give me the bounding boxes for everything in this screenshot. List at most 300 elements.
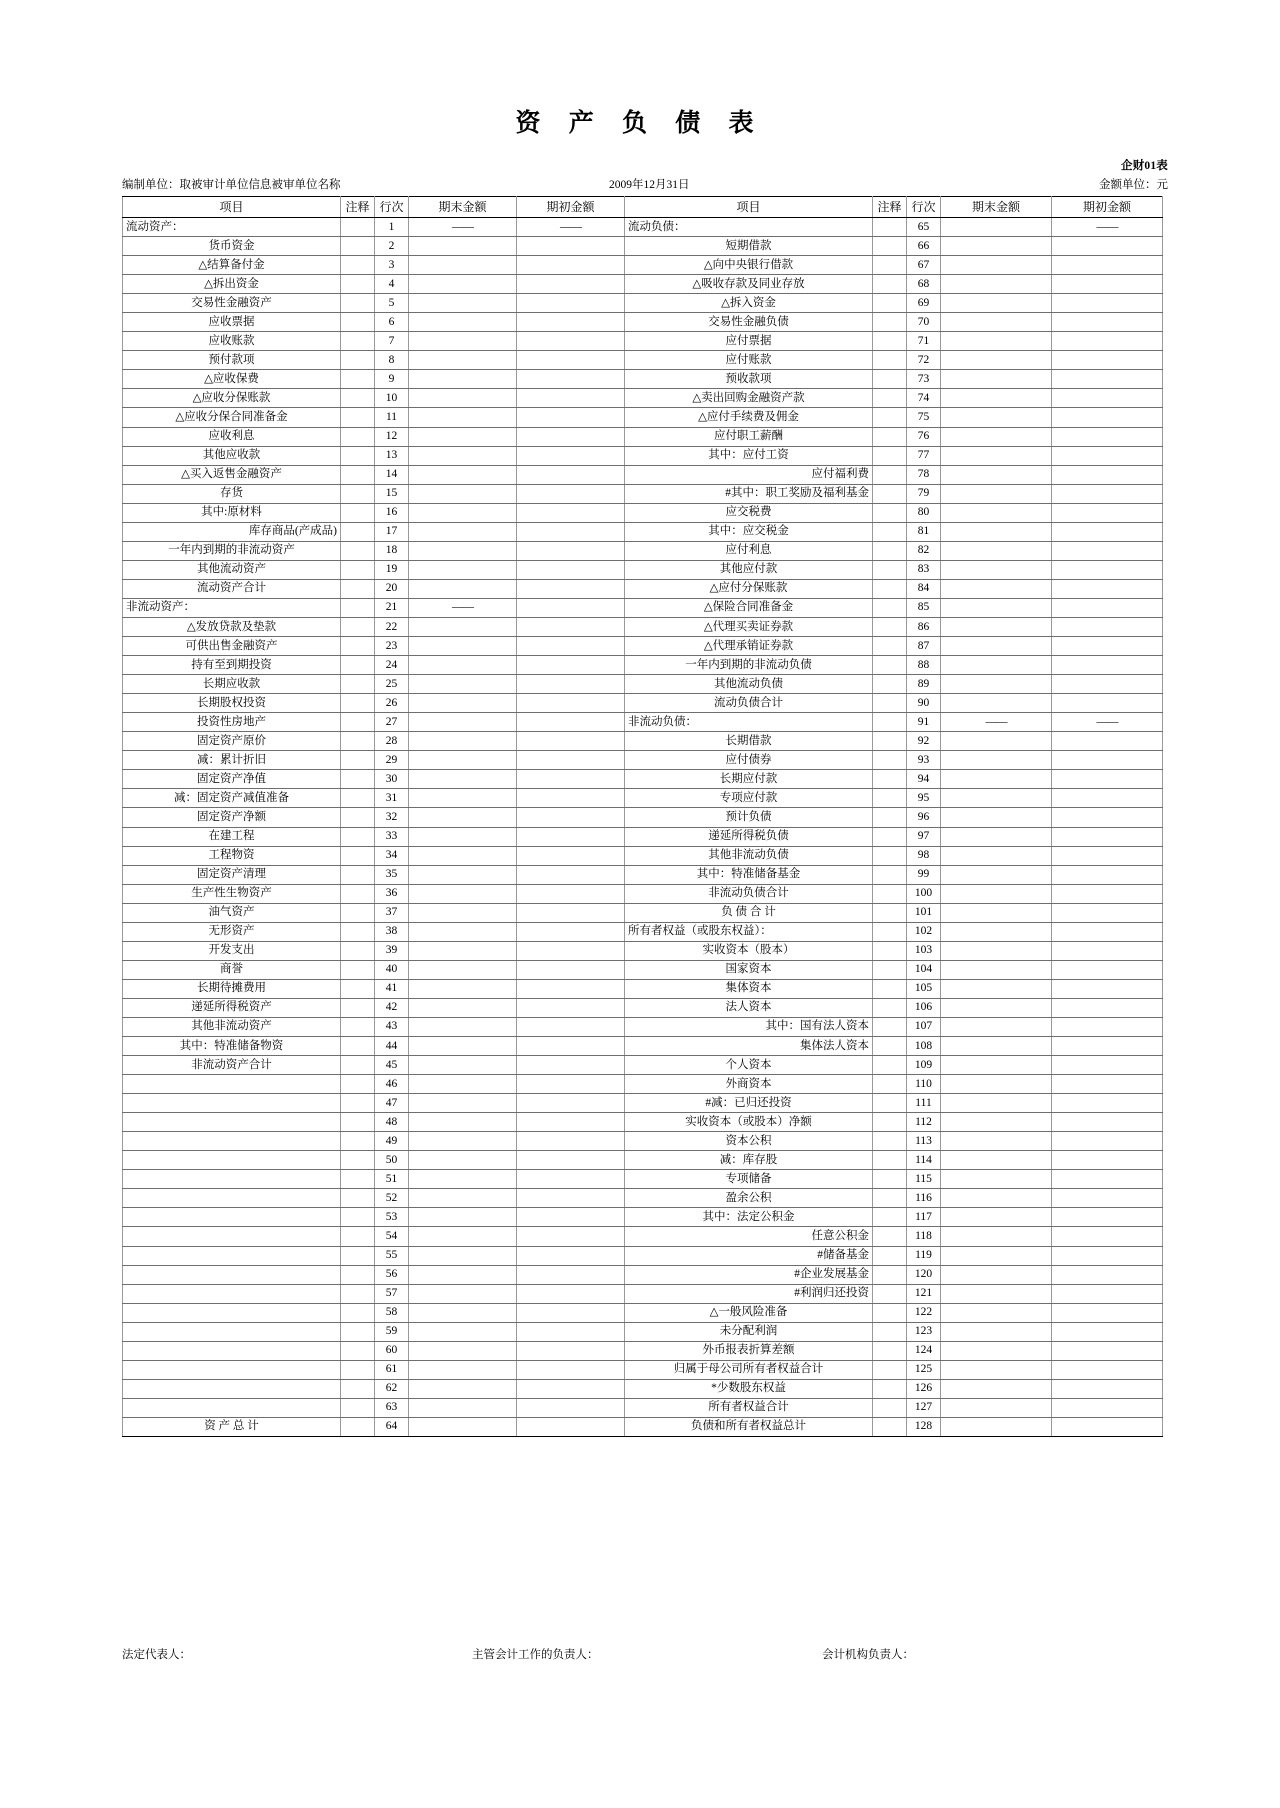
signature-footer bbox=[122, 1646, 1168, 1664]
row-label-asset: 其中:原材料 bbox=[123, 503, 341, 522]
row-ending-liability bbox=[941, 1132, 1052, 1151]
row-beginning-asset bbox=[517, 1075, 625, 1094]
row-lineno-asset: 14 bbox=[375, 465, 409, 484]
row-lineno-asset: 19 bbox=[375, 560, 409, 579]
row-ending-asset bbox=[409, 237, 517, 256]
row-ending-liability bbox=[941, 960, 1052, 979]
row-note-liability bbox=[873, 1037, 907, 1056]
row-beginning-liability bbox=[1052, 617, 1163, 636]
row-beginning-asset bbox=[517, 275, 625, 294]
table-row bbox=[123, 1398, 1163, 1417]
row-ending-asset bbox=[409, 275, 517, 294]
row-ending-asset bbox=[409, 579, 517, 598]
row-lineno-liability: 73 bbox=[907, 370, 941, 389]
row-note-asset bbox=[341, 1379, 375, 1398]
row-note-asset bbox=[341, 1246, 375, 1265]
row-lineno-liability: 65 bbox=[907, 218, 941, 237]
row-beginning-liability bbox=[1052, 789, 1163, 808]
row-lineno-liability: 75 bbox=[907, 408, 941, 427]
row-note-asset bbox=[341, 1075, 375, 1094]
row-label-liability: 应付票据 bbox=[625, 332, 873, 351]
prepared-by-label: 编制单位：取被审计单位信息被审单位名称 bbox=[122, 179, 341, 191]
row-label-liability: 非流动负债合计 bbox=[625, 884, 873, 903]
row-lineno-liability: 81 bbox=[907, 522, 941, 541]
row-beginning-liability bbox=[1052, 1056, 1163, 1075]
form-code: 企财01表 bbox=[1121, 160, 1168, 172]
row-lineno-asset: 2 bbox=[375, 237, 409, 256]
row-label-asset: 长期应收款 bbox=[123, 675, 341, 694]
row-label-liability: 实收资本（股本） bbox=[625, 941, 873, 960]
row-beginning-liability bbox=[1052, 998, 1163, 1017]
row-note-asset bbox=[341, 770, 375, 789]
row-label-liability: 其中：法定公积金 bbox=[625, 1208, 873, 1227]
row-beginning-liability bbox=[1052, 1417, 1163, 1436]
row-label-liability: 其中：特准储备基金 bbox=[625, 865, 873, 884]
table-row bbox=[123, 1227, 1163, 1246]
row-label-asset: 固定资产清理 bbox=[123, 865, 341, 884]
row-lineno-liability: 107 bbox=[907, 1017, 941, 1036]
row-beginning-liability bbox=[1052, 1398, 1163, 1417]
row-label-liability: 任意公积金 bbox=[625, 1227, 873, 1246]
row-ending-liability bbox=[941, 808, 1052, 827]
row-lineno-liability: 124 bbox=[907, 1341, 941, 1360]
row-ending-asset bbox=[409, 865, 517, 884]
row-beginning-liability bbox=[1052, 560, 1163, 579]
table-row bbox=[123, 1189, 1163, 1208]
row-note-asset bbox=[341, 1284, 375, 1303]
row-lineno-liability: 96 bbox=[907, 808, 941, 827]
row-ending-asset bbox=[409, 484, 517, 503]
row-beginning-asset: —— bbox=[517, 218, 625, 237]
table-row bbox=[123, 1151, 1163, 1170]
row-beginning-liability bbox=[1052, 979, 1163, 998]
row-label-liability: #储备基金 bbox=[625, 1246, 873, 1265]
row-beginning-asset bbox=[517, 1265, 625, 1284]
row-beginning-asset bbox=[517, 579, 625, 598]
row-note-liability bbox=[873, 770, 907, 789]
row-label-asset bbox=[123, 1322, 341, 1341]
row-note-liability bbox=[873, 541, 907, 560]
col-header-lineno-left: 行次 bbox=[375, 197, 409, 218]
row-note-liability bbox=[873, 579, 907, 598]
row-note-liability bbox=[873, 1379, 907, 1398]
header-meta bbox=[122, 176, 1168, 192]
row-lineno-liability: 105 bbox=[907, 979, 941, 998]
row-beginning-liability bbox=[1052, 351, 1163, 370]
row-lineno-liability: 98 bbox=[907, 846, 941, 865]
table-row bbox=[123, 694, 1163, 713]
row-label-asset bbox=[123, 1113, 341, 1132]
row-lineno-liability: 115 bbox=[907, 1170, 941, 1189]
row-note-liability bbox=[873, 1208, 907, 1227]
row-lineno-liability: 88 bbox=[907, 656, 941, 675]
row-note-asset bbox=[341, 865, 375, 884]
row-lineno-liability: 84 bbox=[907, 579, 941, 598]
row-label-asset: 一年内到期的非流动资产 bbox=[123, 541, 341, 560]
row-ending-asset bbox=[409, 732, 517, 751]
table-row bbox=[123, 560, 1163, 579]
row-note-asset bbox=[341, 427, 375, 446]
row-beginning-asset bbox=[517, 713, 625, 732]
row-beginning-asset bbox=[517, 484, 625, 503]
row-label-asset: △应收保费 bbox=[123, 370, 341, 389]
row-label-liability: 所有者权益（或股东权益）： bbox=[625, 922, 873, 941]
table-row bbox=[123, 294, 1163, 313]
row-ending-asset: —— bbox=[409, 218, 517, 237]
report-date: 2009年12月31日 bbox=[609, 179, 690, 191]
row-ending-liability bbox=[941, 579, 1052, 598]
row-label-liability: 应付利息 bbox=[625, 541, 873, 560]
row-ending-liability bbox=[941, 1151, 1052, 1170]
table-row bbox=[123, 1132, 1163, 1151]
row-label-asset bbox=[123, 1341, 341, 1360]
row-ending-asset bbox=[409, 675, 517, 694]
row-ending-liability bbox=[941, 979, 1052, 998]
row-lineno-asset: 20 bbox=[375, 579, 409, 598]
row-ending-asset: —— bbox=[409, 598, 517, 617]
row-beginning-asset bbox=[517, 370, 625, 389]
row-note-asset bbox=[341, 827, 375, 846]
row-ending-liability bbox=[941, 846, 1052, 865]
row-beginning-asset bbox=[517, 1322, 625, 1341]
row-note-liability bbox=[873, 1075, 907, 1094]
row-note-asset bbox=[341, 846, 375, 865]
row-ending-liability bbox=[941, 617, 1052, 636]
row-beginning-asset bbox=[517, 1341, 625, 1360]
row-lineno-liability: 121 bbox=[907, 1284, 941, 1303]
row-label-asset: △买入返售金融资产 bbox=[123, 465, 341, 484]
row-ending-liability bbox=[941, 389, 1052, 408]
row-note-asset bbox=[341, 732, 375, 751]
row-lineno-liability: 70 bbox=[907, 313, 941, 332]
row-ending-liability: —— bbox=[941, 713, 1052, 732]
row-label-asset: 无形资产 bbox=[123, 922, 341, 941]
row-note-liability bbox=[873, 370, 907, 389]
row-label-liability: △拆入资金 bbox=[625, 294, 873, 313]
row-label-asset: 其中：特准储备物资 bbox=[123, 1037, 341, 1056]
row-beginning-liability bbox=[1052, 1113, 1163, 1132]
col-header-note-left: 注释 bbox=[341, 197, 375, 218]
row-note-asset bbox=[341, 1303, 375, 1322]
row-note-asset bbox=[341, 313, 375, 332]
row-label-asset: 减：固定资产减值准备 bbox=[123, 789, 341, 808]
row-label-liability: 盈余公积 bbox=[625, 1189, 873, 1208]
amount-unit-label: 金额单位：元 bbox=[1099, 179, 1168, 191]
row-lineno-liability: 102 bbox=[907, 922, 941, 941]
row-beginning-asset bbox=[517, 656, 625, 675]
row-note-liability bbox=[873, 789, 907, 808]
row-note-asset bbox=[341, 751, 375, 770]
balance-sheet-table-wrap bbox=[122, 196, 1162, 1437]
row-label-asset: 非流动资产： bbox=[123, 598, 341, 617]
row-lineno-liability: 97 bbox=[907, 827, 941, 846]
row-lineno-asset: 28 bbox=[375, 732, 409, 751]
row-lineno-asset: 17 bbox=[375, 522, 409, 541]
row-label-asset: 库存商品(产成品) bbox=[123, 522, 341, 541]
row-ending-asset bbox=[409, 522, 517, 541]
row-beginning-liability bbox=[1052, 1170, 1163, 1189]
row-ending-asset bbox=[409, 1398, 517, 1417]
row-beginning-asset bbox=[517, 903, 625, 922]
row-ending-asset bbox=[409, 1075, 517, 1094]
row-lineno-liability: 103 bbox=[907, 941, 941, 960]
row-lineno-asset: 62 bbox=[375, 1379, 409, 1398]
row-beginning-asset bbox=[517, 1113, 625, 1132]
row-lineno-asset: 41 bbox=[375, 979, 409, 998]
row-note-asset bbox=[341, 1360, 375, 1379]
row-note-asset bbox=[341, 979, 375, 998]
row-lineno-asset: 23 bbox=[375, 637, 409, 656]
row-label-liability: 应付职工薪酬 bbox=[625, 427, 873, 446]
row-label-asset: 货币资金 bbox=[123, 237, 341, 256]
table-row bbox=[123, 656, 1163, 675]
row-beginning-asset bbox=[517, 1398, 625, 1417]
row-beginning-liability: —— bbox=[1052, 218, 1163, 237]
table-row bbox=[123, 484, 1163, 503]
row-beginning-asset bbox=[517, 827, 625, 846]
row-note-liability bbox=[873, 1284, 907, 1303]
row-ending-asset bbox=[409, 1227, 517, 1246]
row-ending-asset bbox=[409, 1417, 517, 1436]
row-note-asset bbox=[341, 560, 375, 579]
accounting-org-head-label: 会计机构负责人： bbox=[822, 1649, 914, 1661]
row-ending-liability bbox=[941, 598, 1052, 617]
row-beginning-asset bbox=[517, 637, 625, 656]
row-lineno-asset: 61 bbox=[375, 1360, 409, 1379]
row-beginning-liability bbox=[1052, 1094, 1163, 1113]
row-lineno-asset: 3 bbox=[375, 256, 409, 275]
table-row bbox=[123, 1208, 1163, 1227]
page-title: 资 产 负 债 表 bbox=[515, 110, 765, 137]
row-ending-liability bbox=[941, 1075, 1052, 1094]
row-label-asset: 应收票据 bbox=[123, 313, 341, 332]
row-note-liability bbox=[873, 465, 907, 484]
row-label-liability: △代理买卖证券款 bbox=[625, 617, 873, 636]
row-label-asset: 可供出售金融资产 bbox=[123, 637, 341, 656]
row-lineno-asset: 63 bbox=[375, 1398, 409, 1417]
row-note-liability bbox=[873, 751, 907, 770]
row-note-liability bbox=[873, 960, 907, 979]
row-ending-asset bbox=[409, 313, 517, 332]
col-header-beginning-left: 期初金额 bbox=[517, 197, 625, 218]
row-ending-liability bbox=[941, 1227, 1052, 1246]
row-label-asset: △拆出资金 bbox=[123, 275, 341, 294]
row-beginning-asset bbox=[517, 1379, 625, 1398]
row-lineno-asset: 10 bbox=[375, 389, 409, 408]
row-note-liability bbox=[873, 713, 907, 732]
row-beginning-liability bbox=[1052, 1379, 1163, 1398]
row-label-asset: 长期待摊费用 bbox=[123, 979, 341, 998]
row-lineno-asset: 4 bbox=[375, 275, 409, 294]
row-ending-asset bbox=[409, 332, 517, 351]
row-label-liability: 减：库存股 bbox=[625, 1151, 873, 1170]
row-beginning-liability bbox=[1052, 294, 1163, 313]
row-beginning-liability bbox=[1052, 637, 1163, 656]
table-row bbox=[123, 313, 1163, 332]
row-label-asset: △结算备付金 bbox=[123, 256, 341, 275]
row-lineno-asset: 57 bbox=[375, 1284, 409, 1303]
table-header bbox=[123, 197, 1163, 218]
row-note-asset bbox=[341, 1208, 375, 1227]
row-beginning-liability bbox=[1052, 408, 1163, 427]
row-lineno-asset: 12 bbox=[375, 427, 409, 446]
row-lineno-liability: 77 bbox=[907, 446, 941, 465]
row-beginning-asset bbox=[517, 1227, 625, 1246]
row-lineno-liability: 87 bbox=[907, 637, 941, 656]
row-ending-liability bbox=[941, 1189, 1052, 1208]
row-note-liability bbox=[873, 865, 907, 884]
row-lineno-asset: 43 bbox=[375, 1017, 409, 1036]
row-ending-liability bbox=[941, 656, 1052, 675]
row-ending-asset bbox=[409, 617, 517, 636]
row-beginning-asset bbox=[517, 313, 625, 332]
row-beginning-liability bbox=[1052, 256, 1163, 275]
col-header-ending-left: 期末金额 bbox=[409, 197, 517, 218]
row-label-asset: 投资性房地产 bbox=[123, 713, 341, 732]
table-row bbox=[123, 1056, 1163, 1075]
row-lineno-liability: 91 bbox=[907, 713, 941, 732]
row-note-asset bbox=[341, 1170, 375, 1189]
row-note-asset bbox=[341, 1322, 375, 1341]
row-lineno-liability: 127 bbox=[907, 1398, 941, 1417]
row-beginning-asset bbox=[517, 979, 625, 998]
row-ending-liability bbox=[941, 637, 1052, 656]
row-lineno-asset: 51 bbox=[375, 1170, 409, 1189]
row-ending-liability bbox=[941, 998, 1052, 1017]
row-beginning-liability bbox=[1052, 960, 1163, 979]
row-label-asset: 其他流动资产 bbox=[123, 560, 341, 579]
row-lineno-asset: 1 bbox=[375, 218, 409, 237]
row-note-liability bbox=[873, 694, 907, 713]
row-lineno-liability: 100 bbox=[907, 884, 941, 903]
row-ending-liability bbox=[941, 503, 1052, 522]
row-label-liability: △代理承销证券款 bbox=[625, 637, 873, 656]
row-note-asset bbox=[341, 351, 375, 370]
row-beginning-asset bbox=[517, 598, 625, 617]
row-label-asset bbox=[123, 1132, 341, 1151]
table-row bbox=[123, 751, 1163, 770]
row-note-liability bbox=[873, 1189, 907, 1208]
row-ending-asset bbox=[409, 922, 517, 941]
row-label-asset: 其他非流动资产 bbox=[123, 1017, 341, 1036]
row-note-asset bbox=[341, 294, 375, 313]
table-row bbox=[123, 1017, 1163, 1036]
row-lineno-asset: 32 bbox=[375, 808, 409, 827]
row-lineno-liability: 80 bbox=[907, 503, 941, 522]
row-ending-asset bbox=[409, 1151, 517, 1170]
row-label-liability: 其他流动负债 bbox=[625, 675, 873, 694]
row-label-asset: △发放贷款及垫款 bbox=[123, 617, 341, 636]
row-lineno-liability: 106 bbox=[907, 998, 941, 1017]
row-note-liability bbox=[873, 275, 907, 294]
row-lineno-asset: 37 bbox=[375, 903, 409, 922]
row-lineno-liability: 85 bbox=[907, 598, 941, 617]
row-label-liability: △应付分保账款 bbox=[625, 579, 873, 598]
row-lineno-asset: 29 bbox=[375, 751, 409, 770]
row-note-liability bbox=[873, 827, 907, 846]
row-beginning-liability bbox=[1052, 541, 1163, 560]
table-row bbox=[123, 865, 1163, 884]
col-header-beginning-right: 期初金额 bbox=[1052, 197, 1163, 218]
row-lineno-liability: 78 bbox=[907, 465, 941, 484]
table-row bbox=[123, 941, 1163, 960]
table-row bbox=[123, 579, 1163, 598]
row-beginning-liability bbox=[1052, 484, 1163, 503]
row-beginning-liability bbox=[1052, 1284, 1163, 1303]
row-beginning-asset bbox=[517, 389, 625, 408]
row-label-liability: 流动负债： bbox=[625, 218, 873, 237]
row-label-asset bbox=[123, 1398, 341, 1417]
row-ending-asset bbox=[409, 770, 517, 789]
row-ending-asset bbox=[409, 884, 517, 903]
row-beginning-asset bbox=[517, 1017, 625, 1036]
row-lineno-liability: 86 bbox=[907, 617, 941, 636]
row-ending-asset bbox=[409, 656, 517, 675]
row-beginning-liability bbox=[1052, 675, 1163, 694]
row-ending-liability bbox=[941, 922, 1052, 941]
row-beginning-liability bbox=[1052, 522, 1163, 541]
row-lineno-liability: 113 bbox=[907, 1132, 941, 1151]
row-label-asset: 固定资产原价 bbox=[123, 732, 341, 751]
row-lineno-liability: 68 bbox=[907, 275, 941, 294]
table-row bbox=[123, 541, 1163, 560]
table-row bbox=[123, 827, 1163, 846]
row-note-asset bbox=[341, 998, 375, 1017]
row-lineno-liability: 109 bbox=[907, 1056, 941, 1075]
row-lineno-liability: 101 bbox=[907, 903, 941, 922]
row-note-asset bbox=[341, 541, 375, 560]
row-label-liability: 负 债 合 计 bbox=[625, 903, 873, 922]
row-beginning-asset bbox=[517, 1170, 625, 1189]
row-beginning-asset bbox=[517, 808, 625, 827]
row-ending-asset bbox=[409, 256, 517, 275]
row-note-liability bbox=[873, 484, 907, 503]
row-label-asset bbox=[123, 1170, 341, 1189]
row-beginning-asset bbox=[517, 256, 625, 275]
row-ending-asset bbox=[409, 941, 517, 960]
row-lineno-asset: 36 bbox=[375, 884, 409, 903]
row-label-liability: *少数股东权益 bbox=[625, 1379, 873, 1398]
row-note-asset bbox=[341, 941, 375, 960]
row-note-liability bbox=[873, 1113, 907, 1132]
row-ending-asset bbox=[409, 465, 517, 484]
row-ending-liability bbox=[941, 313, 1052, 332]
row-note-asset bbox=[341, 617, 375, 636]
row-note-asset bbox=[341, 484, 375, 503]
row-label-asset bbox=[123, 1208, 341, 1227]
row-note-asset bbox=[341, 1341, 375, 1360]
row-lineno-asset: 25 bbox=[375, 675, 409, 694]
row-lineno-asset: 21 bbox=[375, 598, 409, 617]
row-ending-liability bbox=[941, 1417, 1052, 1436]
row-beginning-asset bbox=[517, 675, 625, 694]
row-ending-liability bbox=[941, 560, 1052, 579]
row-beginning-asset bbox=[517, 560, 625, 579]
row-lineno-asset: 54 bbox=[375, 1227, 409, 1246]
row-label-liability: 其中：国有法人资本 bbox=[625, 1017, 873, 1036]
col-header-note-right: 注释 bbox=[873, 197, 907, 218]
row-note-liability bbox=[873, 332, 907, 351]
row-note-asset bbox=[341, 1189, 375, 1208]
table-row bbox=[123, 1265, 1163, 1284]
row-ending-asset bbox=[409, 903, 517, 922]
row-ending-asset bbox=[409, 370, 517, 389]
row-label-asset bbox=[123, 1227, 341, 1246]
row-note-liability bbox=[873, 1303, 907, 1322]
row-lineno-liability: 82 bbox=[907, 541, 941, 560]
row-label-liability: 预计负债 bbox=[625, 808, 873, 827]
table-row bbox=[123, 1341, 1163, 1360]
